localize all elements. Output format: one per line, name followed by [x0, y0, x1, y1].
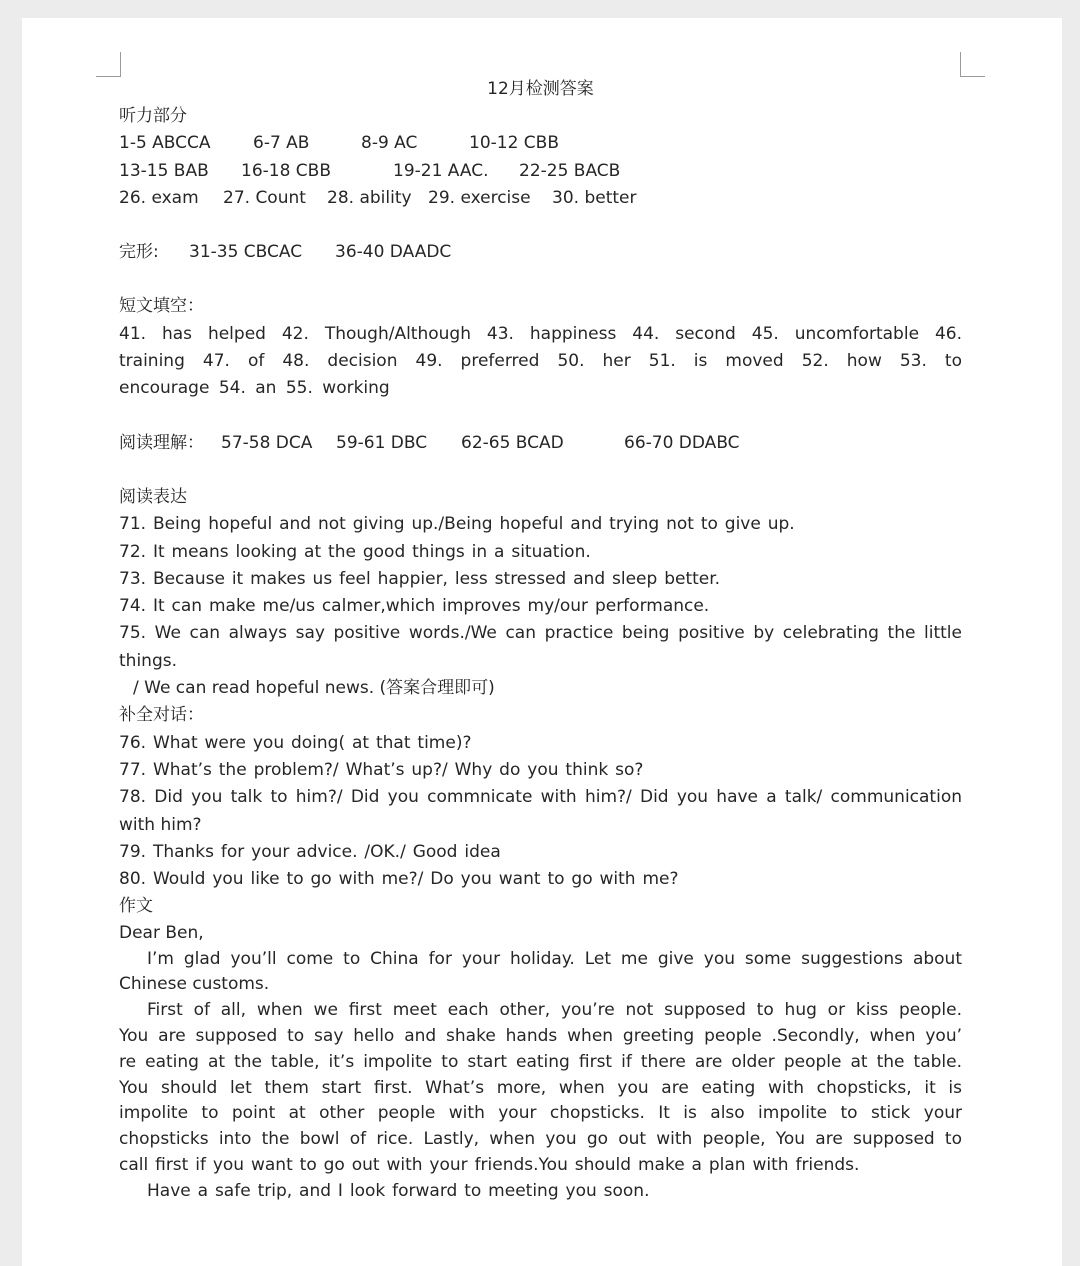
reading-expression-heading: 阅读表达	[119, 486, 187, 507]
cloze-label: 完形:	[119, 242, 159, 263]
cloze-answers	[119, 239, 962, 266]
answer-75-line-3: / We can read hopeful news. (答案合理即可)	[133, 678, 495, 699]
document-page	[22, 18, 1062, 1266]
answer-16-18: 16-18 CBB	[241, 160, 331, 181]
blank-fill-line-3: encourage 54. an 55. working	[119, 378, 390, 399]
essay-p3: Have a safe trip, and I look forward to meeting you soon.	[147, 1180, 650, 1201]
answer-74: 74. It can make me/us calmer,which improves my/our performance.	[119, 596, 710, 617]
essay-heading: 作文	[119, 896, 153, 917]
answer-6-7: 6-7 AB	[253, 133, 310, 154]
crop-mark-top-left	[96, 52, 121, 77]
answer-31-35: 31-35 CBCAC	[189, 242, 303, 263]
answer-62-65: 62-65 BCAD	[461, 432, 564, 453]
answer-78-line-1: 78. Did you talk to him?/ Did you commnicate with him?/ Did you have a talk/ communication	[119, 787, 962, 808]
answer-13-15: 13-15 BAB	[119, 160, 209, 181]
answer-59-61: 59-61 DBC	[336, 432, 428, 453]
essay-salutation: Dear Ben,	[119, 922, 204, 943]
essay-p1-line-2: Chinese customs.	[119, 974, 270, 995]
answer-22-25: 22-25 BACB	[519, 160, 621, 181]
answer-66-70: 66-70 DDABC	[624, 432, 740, 453]
answer-27: 27. Count	[223, 187, 306, 208]
listening-heading: 听力部分	[119, 106, 187, 126]
crop-mark-top-right	[960, 52, 985, 77]
answer-28: 28. ability	[327, 187, 412, 208]
answer-80: 80. Would you like to go with me?/ Do you want to go with me?	[119, 869, 679, 890]
answer-10-12: 10-12 CBB	[469, 133, 559, 154]
answer-26: 26. exam	[119, 187, 199, 208]
essay-p2-line-1: First of all, when we first meet each other, you’re not supposed to hug or kiss people.	[147, 1000, 962, 1021]
essay-p2-line-6: chopsticks into the bowl of rice. Lastly, when you go out with people, You are supposed to	[119, 1129, 962, 1150]
blank-fill-line-1: 41. has helped 42. Though/Although 43. happiness 44. second 45. uncomfortable 46.	[119, 323, 962, 344]
reading-answers	[119, 430, 962, 457]
answer-1-5: 1-5 ABCCA	[119, 133, 211, 154]
essay-p2-line-3: re eating at the table, it’s impolite to start eating first if there are older people at the table.	[119, 1051, 962, 1072]
answer-29: 29. exercise	[428, 187, 531, 208]
blank-fill-heading: 短文填空：	[119, 296, 204, 317]
answer-75-line-2: things.	[119, 650, 177, 671]
blank-fill-line-2: training 47. of 48. decision 49. preferred 50. her 51. is moved 52. how 53. to	[119, 351, 962, 372]
document-body	[119, 76, 962, 1204]
listening-row-3	[119, 185, 962, 212]
essay-p2-line-5: impolite to point at other people with your chopsticks. It is also impolite to stick your	[119, 1103, 962, 1124]
answer-73: 73. Because it makes us feel happier, less stressed and sleep better.	[119, 568, 721, 589]
answer-57-58: 57-58 DCA	[221, 432, 313, 453]
answer-76: 76. What were you doing( at that time)?	[119, 732, 472, 753]
answer-71: 71. Being hopeful and not giving up./Being hopeful and trying not to give up.	[119, 514, 795, 535]
answer-77: 77. What’s the problem?/ What’s up?/ Why do you think so?	[119, 759, 644, 780]
answer-30: 30. better	[552, 187, 637, 208]
page-title: 12月检测答案	[487, 79, 594, 99]
essay-p1-line-1: I’m glad you’ll come to China for your holiday. Let me give you some suggestions about	[147, 948, 962, 969]
answer-79: 79. Thanks for your advice. /OK./ Good idea	[119, 841, 501, 862]
answer-8-9: 8-9 AC	[361, 133, 418, 154]
essay-p2-line-4: You should let them start first. What’s more, when you are eating with chopsticks, it is	[119, 1077, 962, 1098]
listening-row-1	[119, 130, 962, 157]
answer-36-40: 36-40 DAADC	[335, 242, 452, 263]
answer-72: 72. It means looking at the good things in a situation.	[119, 541, 591, 562]
reading-label: 阅读理解：	[119, 432, 204, 453]
dialogue-heading: 补全对话：	[119, 705, 204, 726]
listening-row-2	[119, 158, 962, 185]
answer-78-line-2: with him?	[119, 814, 202, 835]
essay-p2-line-2: You are supposed to say hello and shake hands when greeting people .Secondly, when you’	[119, 1025, 962, 1046]
answer-75-line-1: 75. We can always say positive words./We can practice being positive by celebrating the little	[119, 623, 962, 644]
answer-19-21: 19-21 AAC.	[393, 160, 489, 181]
essay-p2-line-7: call first if you want to go out with your friends.You should make a plan with friends.	[119, 1154, 860, 1175]
